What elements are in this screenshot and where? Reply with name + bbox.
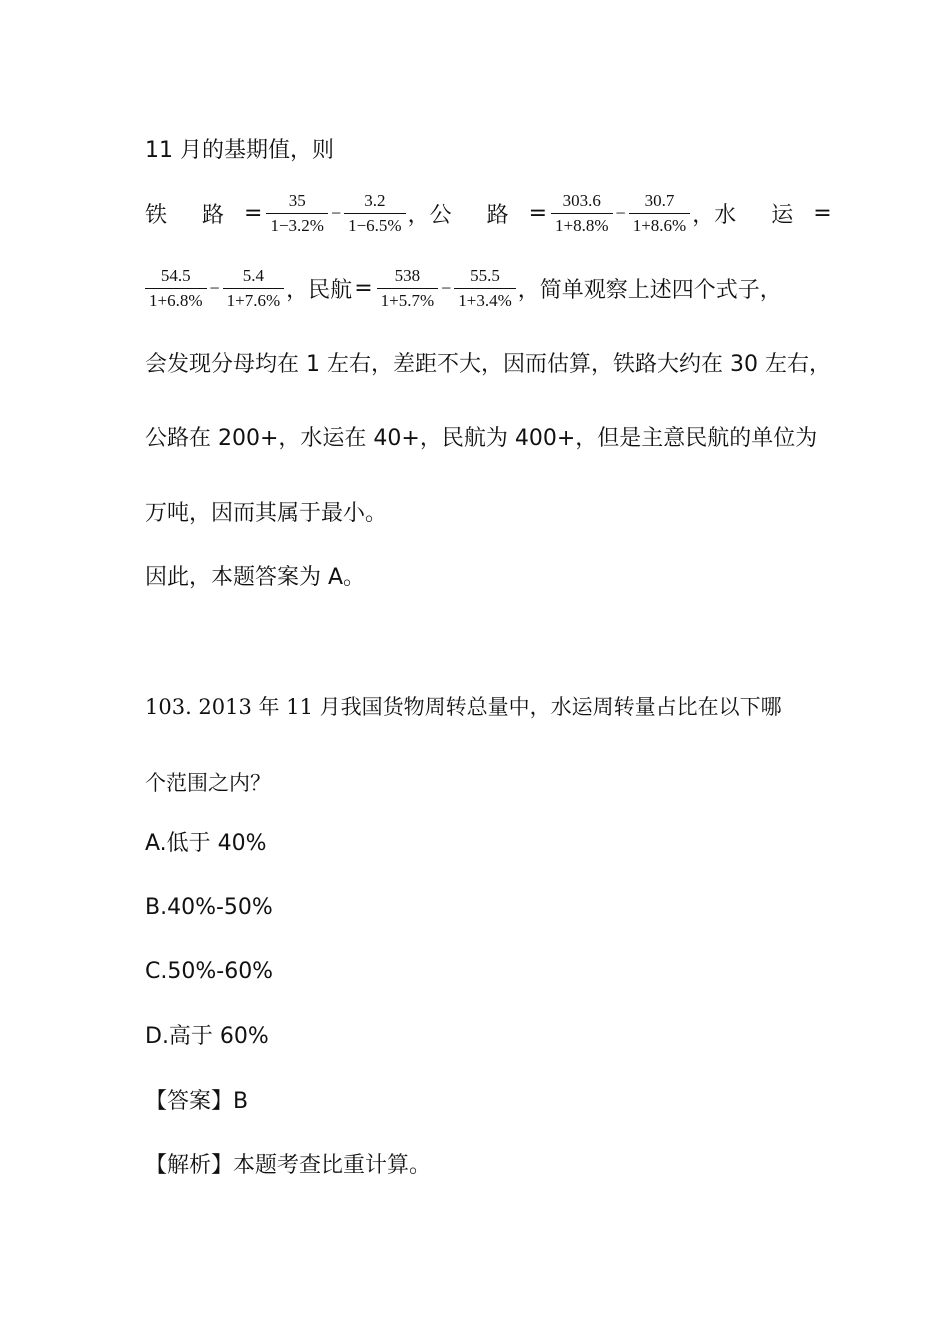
formula-water-head [714,198,833,229]
comma: ， [692,202,715,228]
fraction [551,191,613,236]
comma: ， [407,202,430,228]
formula-rail [145,191,430,236]
equals-sign: = [244,200,263,226]
fraction [266,191,328,236]
fraction [377,266,439,311]
fraction [344,191,406,236]
equals-sign: = [528,200,548,226]
fraction [454,266,516,311]
option-d: D.高于 60% [145,1024,269,1049]
denominator: 1−6.5% [348,215,402,235]
analysis-line: 【解析】本题考查比重计算。 [145,1153,432,1178]
equals-sign: = [354,275,373,301]
minus-sign: − [615,202,626,223]
option-b: B.40%-50% [145,895,273,920]
denominator: 1−3.2% [270,215,324,235]
text-line-base-period: 11 月的基期值，则 [145,138,334,163]
formula-row-1 [145,185,830,241]
question-text: 103. 2013 年 11 月我国货物周转总量中，水运周转量占比在以下哪 [145,695,782,719]
numerator: 303.6 [551,191,613,214]
numerator: 30.7 [629,191,691,214]
minus-sign: − [330,202,342,223]
minus-sign: − [209,277,220,298]
equals-sign: = [813,200,832,226]
fraction [629,191,691,236]
numerator: 5.4 [223,266,285,289]
text-line-answer-summary: 因此，本题答案为 A。 [145,565,366,590]
text-tail: ，简单观察上述四个式子， [517,277,782,303]
denominator: 1+3.4% [458,290,512,310]
denominator: 1+8.6% [632,215,687,235]
label-road: 公 路 [429,202,523,228]
numerator: 55.5 [454,266,516,289]
label-rail: 铁 路 [145,202,238,228]
question-text-cont: 个范围之内？ [145,771,271,795]
denominator: 1+8.8% [555,215,609,235]
formula-road [430,191,715,236]
text-line-compare: 公路在 200+，水运在 40+，民航为 400+，但是主意民航的单位为 [145,426,818,451]
answer-line: 【答案】B [145,1089,249,1114]
numerator: 538 [377,266,439,289]
numerator: 54.5 [145,266,207,289]
denominator: 1+5.7% [380,290,435,310]
text-line-conclusion: 万吨，因而其属于最小。 [145,501,388,526]
numerator: 35 [266,191,328,214]
fraction [145,266,207,311]
text-line-estimate: 会发现分母均在 1 左右，差距不大，因而估算，铁路大约在 30 左右， [145,352,831,377]
minus-sign: − [441,277,452,298]
label-water: 水 运 [714,202,808,228]
comma: ， [286,277,309,303]
option-c: C.50%-60% [145,959,274,984]
label-air: 民航 [308,277,353,303]
numerator: 3.2 [344,191,406,214]
denominator: 1+7.6% [226,290,281,310]
denominator: 1+6.8% [149,290,203,310]
option-a: A.低于 40% [145,831,267,856]
fraction [223,266,285,311]
formula-row-2 [145,260,830,316]
